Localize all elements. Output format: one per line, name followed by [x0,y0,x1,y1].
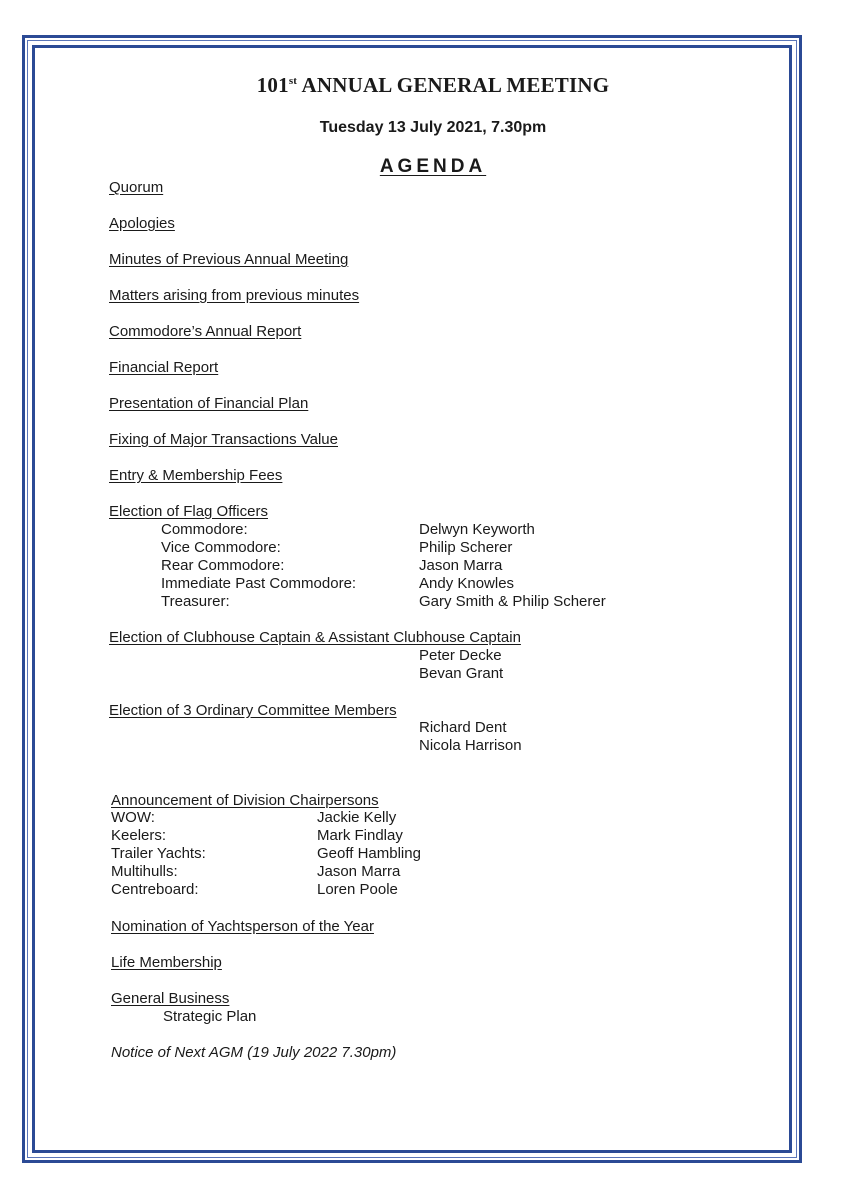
officer-name: Gary Smith & Philip Scherer [419,593,606,610]
nominee-name: Peter Decke [419,647,502,664]
item-commodore-report: Commodore’s Annual Report [109,323,302,340]
division-label: Keelers: [111,827,167,844]
next-agm-notice: Notice of Next AGM (19 July 2022 7.30pm) [111,1044,397,1061]
item-quorum: Quorum [109,179,164,196]
nominee-name: Richard Dent [419,719,507,736]
page-border-inner [32,45,792,1153]
item-division-chairpersons: Announcement of Division Chairpersons [111,792,379,809]
meeting-date: Tuesday 13 July 2021, 7.30pm [319,119,547,136]
division-chair-name: Jackie Kelly [317,809,397,826]
officer-role: Immediate Past Commodore: [161,575,357,592]
item-financial-report: Financial Report [109,359,219,376]
item-life-membership: Life Membership [111,954,222,971]
officer-role: Treasurer: [161,593,230,610]
officer-role: Rear Commodore: [161,557,285,574]
nominee-name: Bevan Grant [419,665,504,682]
item-yachtsperson: Nomination of Yachtsperson of the Year [111,918,374,935]
division-chair-name: Loren Poole [317,881,398,898]
officer-name: Andy Knowles [419,575,515,592]
item-minutes: Minutes of Previous Annual Meeting [109,251,349,268]
item-financial-plan: Presentation of Financial Plan [109,395,309,412]
agenda-heading: AGENDA [379,156,487,177]
item-matters-arising: Matters arising from previous minutes [109,287,360,304]
officer-role: Commodore: [161,521,248,538]
officer-name: Jason Marra [419,557,503,574]
division-chair-name: Geoff Hambling [317,845,421,862]
item-flag-officers: Election of Flag Officers [109,503,268,520]
division-label: Multihulls: [111,863,178,880]
item-clubhouse-captain: Election of Clubhouse Captain & Assistant Clubhouse Captain [109,629,521,646]
item-general-business: General Business [111,990,230,1007]
officer-name: Delwyn Keyworth [419,521,535,538]
division-label: Trailer Yachts: [111,845,206,862]
item-major-transactions: Fixing of Major Transactions Value [109,431,338,448]
item-membership-fees: Entry & Membership Fees [109,467,283,484]
officer-role: Vice Commodore: [161,539,281,556]
item-ordinary-members: Election of 3 Ordinary Committee Members [109,702,397,719]
meeting-title: 101st ANNUAL GENERAL MEETING [256,73,610,97]
division-label: WOW: [111,809,155,826]
general-business-sub: Strategic Plan [163,1008,257,1025]
officer-name: Philip Scherer [419,539,513,556]
item-apologies: Apologies [109,215,175,232]
division-label: Centreboard: [111,881,199,898]
nominee-name: Nicola Harrison [419,737,522,754]
division-chair-name: Mark Findlay [317,827,403,844]
division-chair-name: Jason Marra [317,863,401,880]
